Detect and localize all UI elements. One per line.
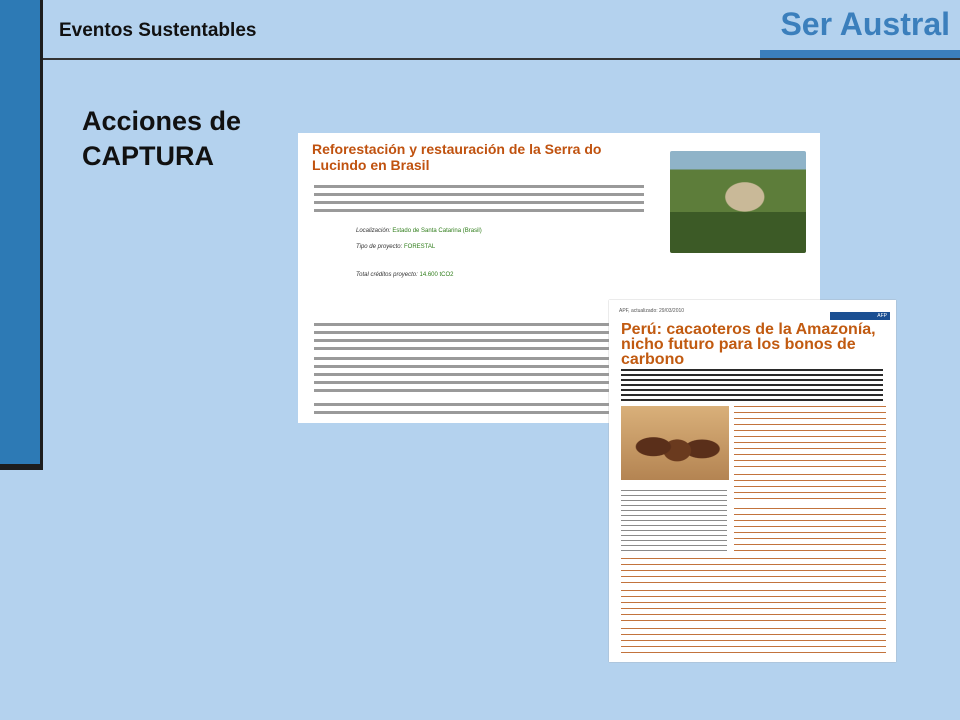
field-row: Total créditos proyecto: 14.600 tCO2 <box>356 272 454 278</box>
text-column <box>734 406 886 468</box>
text-line <box>314 193 644 196</box>
text-block <box>621 558 886 584</box>
text-line <box>314 357 644 360</box>
text-block <box>621 590 886 598</box>
text-line <box>314 365 644 368</box>
text-line <box>314 381 644 384</box>
article1-title: Reforestación y restauración de la Serra do Lucindo en Brasil <box>312 141 602 173</box>
text-line <box>314 373 644 376</box>
article2-lead <box>621 369 883 401</box>
article2-title: Perú: cacaoteros de la Amazonía, nicho futuro para los bonos de carbono <box>621 321 876 368</box>
left-accent-band <box>0 0 43 470</box>
text-block <box>621 602 886 622</box>
field-row: Tipo de proyecto: FORESTAL <box>356 244 436 250</box>
brand-underline <box>760 50 960 58</box>
heading-line-2: CAPTURA <box>82 141 214 171</box>
left-band-foot <box>0 464 40 470</box>
header <box>43 0 960 60</box>
text-line <box>314 411 644 414</box>
text-line <box>314 323 644 326</box>
text-line <box>314 347 644 350</box>
article-peru-clipping <box>609 300 896 662</box>
heading-line-1: Acciones de <box>82 106 242 136</box>
brand-logo: Ser Austral <box>780 6 950 42</box>
text-block <box>621 628 886 654</box>
text-column <box>734 508 886 554</box>
photo-caption <box>621 490 727 554</box>
forest-photo <box>670 151 806 253</box>
text-line <box>314 389 644 392</box>
text-line <box>314 209 644 212</box>
text-line <box>314 185 644 188</box>
afp-logo: AFP <box>830 312 890 320</box>
cacao-photo <box>621 406 729 480</box>
text-line <box>314 403 644 406</box>
field-row: Localización: Estado de Santa Catarina (Brasil) <box>356 228 482 234</box>
text-line <box>314 331 644 334</box>
article2-date: APF, actualizado: 29/03/2010 <box>619 308 685 314</box>
section-title: Eventos Sustentables <box>59 20 257 41</box>
text-line <box>314 339 644 342</box>
text-line <box>314 201 644 204</box>
slide-heading <box>82 104 241 174</box>
text-column <box>734 474 886 504</box>
